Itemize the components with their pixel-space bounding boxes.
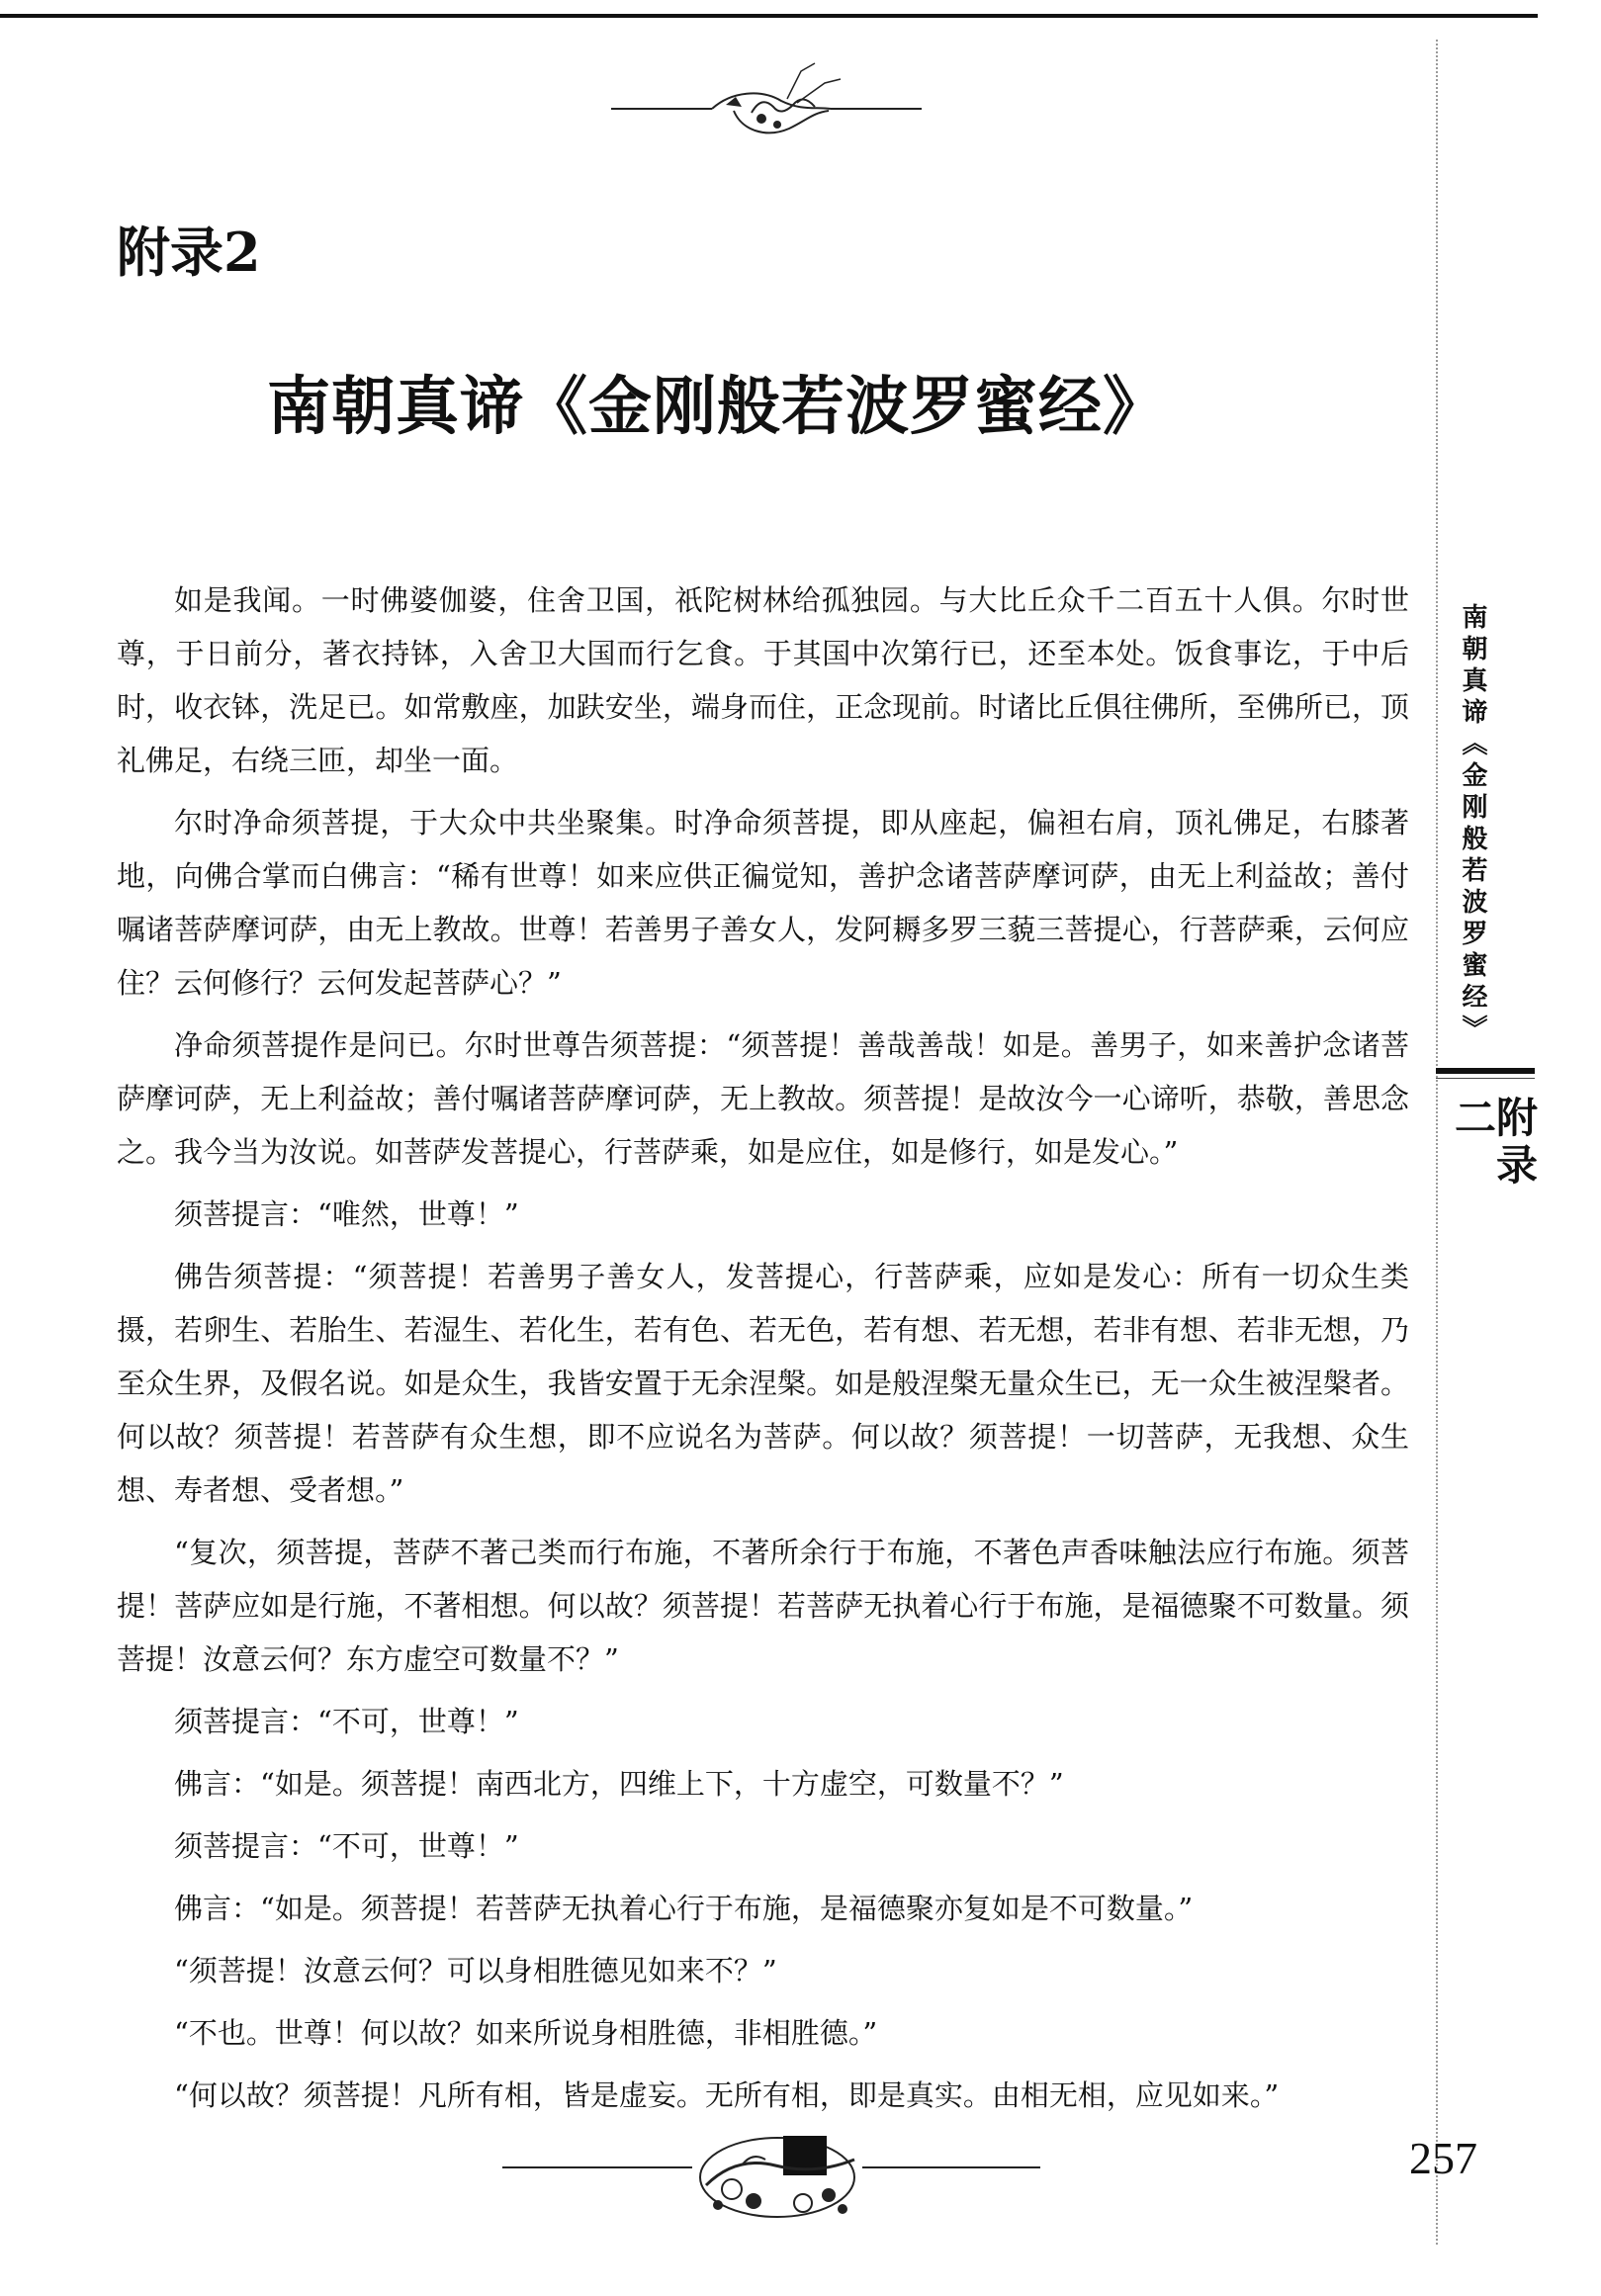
page-number: 257 <box>1409 2133 1477 2183</box>
paragraph: 佛言：“如是。须菩提！若菩萨无执着心行于布施，是福德聚亦复如是不可数量。” <box>174 1892 1194 1925</box>
margin-dotted-line <box>1436 40 1438 2245</box>
body-text <box>117 574 1409 2131</box>
paragraph: “复次，须菩提，菩萨不著己类而行布施，不著所余行于布施，不著色声香味触法应行布施。须菩提！菩萨应如是行施，不著相想。何以故？须菩提！若菩萨无执着心行于布施，是福德聚不可数量。须菩提！汝意云何？东方虚空可数量不？” <box>117 1536 1409 1676</box>
paragraph: 如是我闻。一时佛婆伽婆，住舍卫国，祇陀树林给孤独园。与大比丘众千二百五十人俱。尔时世尊，于日前分，著衣持钵，入舍卫大国而行乞食。于其国中次第行已，还至本处。饭食事讫，于中后时，收衣钵，洗足已。如常敷座，加趺安坐，端身而住，正念现前。时诸比丘俱往佛所，至佛所已，顶礼佛足，右绕三匝，却坐一面。 <box>117 583 1409 777</box>
appendix-label: 附录2 <box>117 221 261 284</box>
side-tab-rule <box>1436 1068 1535 1074</box>
paragraph: “须菩提！汝意云何？可以身相胜德见如来不？” <box>174 1954 777 1987</box>
paragraph: 尔时净命须菩提，于大众中共坐聚集。时净命须菩提，即从座起，偏袒右肩，顶礼佛足，右膝著地，向佛合掌而白佛言：“稀有世尊！如来应供正徧觉知，善护念诸菩萨摩诃萨，由无上利益故；善付嘱诸菩萨摩诃萨，由无上教故。世尊！若善男子善女人，发阿耨多罗三藐三菩提心，行菩萨乘，云何应住？云何修行？云何发起菩萨心？” <box>117 806 1409 1000</box>
top-rule <box>0 14 1538 18</box>
top-ornament-icon <box>603 61 930 170</box>
paragraph: 佛言：“如是。须菩提！南西北方，四维上下，十方虚空，可数量不？” <box>174 1767 1064 1801</box>
paragraph: 须菩提言：“唯然，世尊！” <box>174 1197 519 1231</box>
paragraph: “何以故？须菩提！凡所有相，皆是虚妄。无所有相，即是真实。由相无相，应见如来。” <box>174 2078 1280 2112</box>
page-title: 南朝真谛《金刚般若波罗蜜经》 <box>267 370 1167 444</box>
bottom-ornament-icon <box>494 2116 1048 2235</box>
paragraph: 须菩提言：“不可，世尊！” <box>174 1705 519 1738</box>
paragraph: 须菩提言：“不可，世尊！” <box>174 1829 519 1863</box>
paragraph: “不也。世尊！何以故？如来所说身相胜德，非相胜德。” <box>174 2016 878 2050</box>
running-head-book-title: 南朝真谛《金刚般若波罗蜜经》 <box>1458 603 1487 1046</box>
paragraph: 佛告须菩提：“须菩提！若善男子善女人，发菩提心，行菩萨乘，应如是发心：所有一切众生类摄，若卵生、若胎生、若湿生、若化生，若有色、若无色，若有想、若无想，若非有想、若非无想，乃至众生界，及假名说。如是众生，我皆安置于无余涅槃。如是般涅槃无量众生已，无一众生被涅槃者。何以故？须菩提！若菩萨有众生想，即不应说名为菩萨。何以故？须菩提！一切菩萨，无我想、众生想、寿者想、受者想。” <box>117 1260 1409 1507</box>
running-head-section: 附录二 <box>1449 1096 1539 1191</box>
side-tab-rule-thin <box>1436 1078 1535 1079</box>
paragraph: 净命须菩提作是问已。尔时世尊告须菩提：“须菩提！善哉善哉！如是。善男子，如来善护念诸菩萨摩诃萨，无上利益故；善付嘱诸菩萨摩诃萨，无上教故。须菩提！是故汝今一心谛听，恭敬，善思念之。我今当为汝说。如菩萨发菩提心，行菩萨乘，如是应住，如是修行，如是发心。” <box>117 1028 1409 1169</box>
